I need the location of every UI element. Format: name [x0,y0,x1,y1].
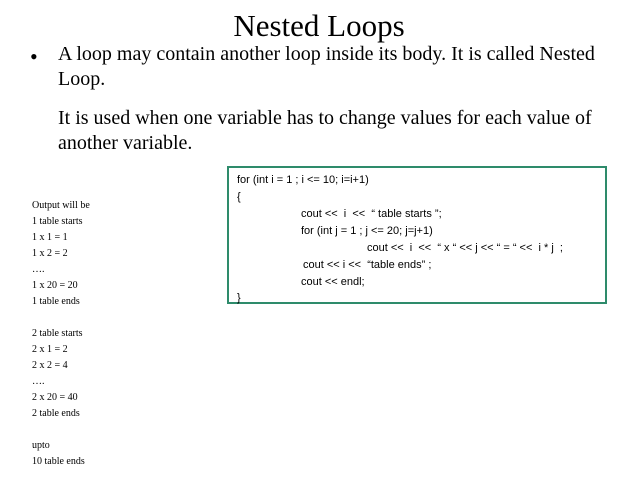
output-line: 1 table starts [32,216,83,227]
code-line-outer-for: for (int i = 1 ; i <= 10; i=i+1) [237,174,369,186]
output-listing [32,198,212,470]
output-line: 1 table ends [32,296,80,307]
output-line: …. [32,264,45,275]
code-line-inner-for: for (int j = 1 ; j <= 20; j=j+1) [301,225,433,237]
paragraph-nested-loop-definition: A loop may contain another loop inside its body. It is called Nested Loop. [58,43,595,90]
output-line: 1 x 1 = 1 [32,232,68,243]
output-line: upto [32,440,50,451]
code-line-cout-ends: cout << i << “table ends” ; [303,259,432,271]
code-line-cout-endl: cout << endl; [301,276,365,288]
output-line: 1 x 2 = 2 [32,248,68,259]
output-line: 1 x 20 = 20 [32,280,78,291]
bullet-point-icon: • [30,44,38,69]
output-line: 10 table ends [32,456,85,467]
output-line [32,310,212,326]
slide-title: Nested Loops [233,8,405,43]
output-line: 2 table starts [32,328,83,339]
code-line-close-brace: } [237,292,241,304]
output-line: …. [32,376,45,387]
output-line: 2 x 2 = 4 [32,360,68,371]
code-line-cout-starts: cout << i << “ table starts ”; [301,208,442,220]
output-line: 2 x 1 = 2 [32,344,68,355]
output-line: 2 table ends [32,408,80,419]
paragraph-nested-loop-usage: It is used when one variable has to change values for each value of another variable. [58,107,592,154]
output-line [32,422,212,438]
output-line: 2 x 20 = 40 [32,392,78,403]
output-line: Output will be [32,200,90,211]
code-line-cout-product: cout << i << “ x “ << j << “ = “ << i * j ; [367,242,563,254]
code-line-open-brace: { [237,191,241,203]
code-box [227,166,607,304]
